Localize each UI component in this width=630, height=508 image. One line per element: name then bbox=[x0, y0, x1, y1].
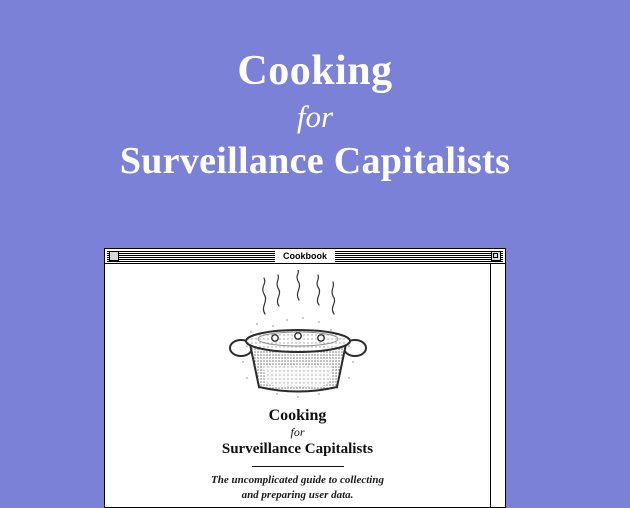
cooking-pot-illustration bbox=[105, 264, 490, 404]
cover-subtitle-line-1: The uncomplicated guide to collecting bbox=[211, 474, 384, 486]
cover-subtitle-line-2: and preparing user data. bbox=[241, 489, 354, 501]
vertical-scrollbar[interactable] bbox=[490, 264, 505, 507]
document-page bbox=[105, 264, 490, 507]
page-title bbox=[0, 46, 630, 184]
window-body bbox=[105, 264, 505, 507]
hero-title-line-2: for bbox=[296, 99, 334, 134]
cooking-pot-icon bbox=[203, 270, 393, 405]
hero-title-line-1: Cooking bbox=[237, 48, 393, 94]
cover-divider bbox=[252, 466, 344, 467]
hero-title-line-3: Surveillance Capitalists bbox=[119, 140, 511, 182]
window-titlebar[interactable] bbox=[105, 249, 505, 264]
window-title: Cookbook bbox=[275, 249, 335, 263]
close-box-icon[interactable] bbox=[109, 251, 119, 261]
cookbook-window[interactable] bbox=[104, 248, 506, 508]
book-cover-text bbox=[105, 406, 490, 503]
cover-title-line-2: for bbox=[290, 425, 305, 439]
cover-title-line-3: Surveillance Capitalists bbox=[221, 441, 374, 457]
zoom-box-icon[interactable] bbox=[491, 251, 501, 261]
cover-title-line-1: Cooking bbox=[268, 407, 327, 424]
